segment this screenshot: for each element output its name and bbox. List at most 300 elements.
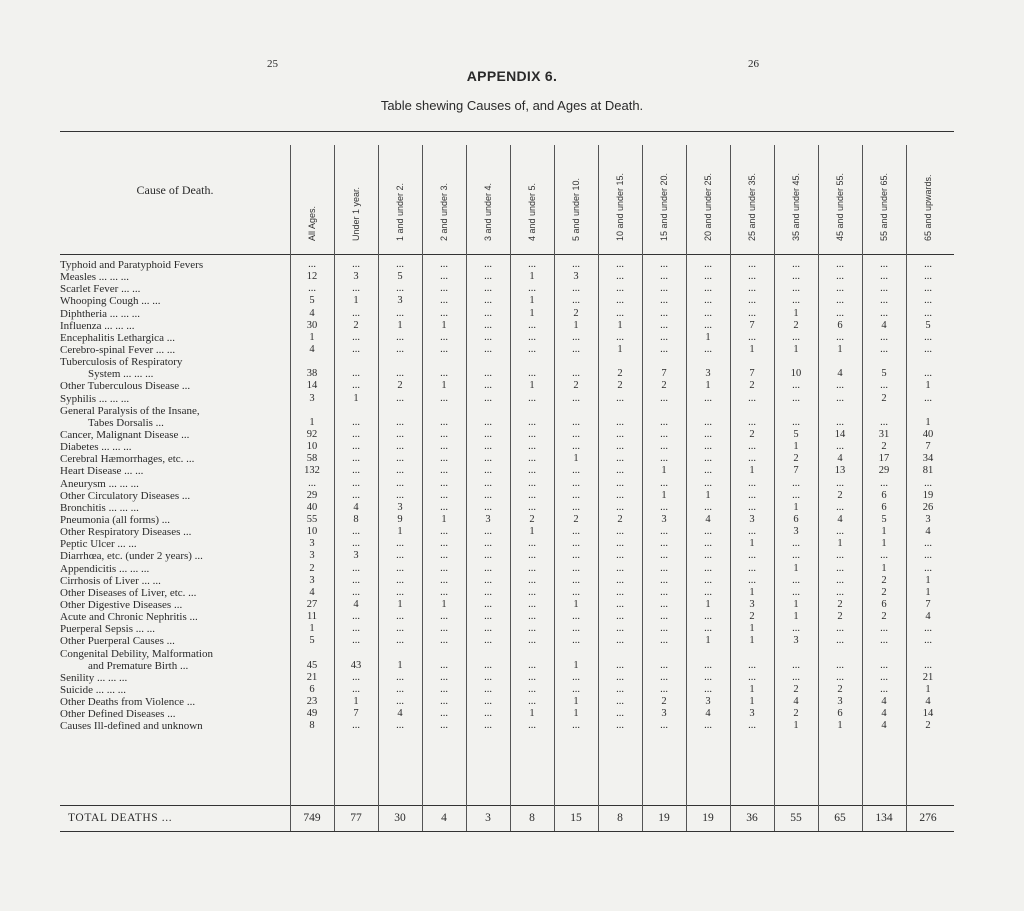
- value-cell: 3: [309, 574, 315, 586]
- value-cell: ...: [836, 671, 844, 683]
- value-cell: 55: [306, 513, 318, 525]
- value-cell: ...: [836, 441, 844, 453]
- value-cell: ...: [484, 671, 492, 683]
- value-cell: ...: [396, 392, 404, 404]
- value-cell: ...: [924, 477, 932, 489]
- value-cell: ...: [528, 659, 536, 671]
- value-cell: 3: [661, 708, 667, 720]
- value-cell: ...: [836, 635, 844, 647]
- value-cell: ...: [792, 271, 800, 283]
- table-row: [60, 550, 954, 562]
- table-row: [60, 696, 954, 708]
- value-cell: ...: [484, 574, 492, 586]
- value-cell: ...: [572, 392, 580, 404]
- value-cell: ...: [484, 295, 492, 307]
- cause-label: Cerebral Hæmorrhages, etc. ...: [60, 453, 195, 466]
- table-row: [60, 259, 954, 271]
- value-cell: ...: [484, 477, 492, 489]
- value-cell: 1: [749, 623, 755, 635]
- value-cell: 1: [617, 343, 623, 355]
- value-cell: ...: [484, 598, 492, 610]
- value-cell: ...: [880, 307, 888, 319]
- value-cell: ...: [308, 477, 316, 489]
- value-cell: ...: [836, 295, 844, 307]
- value-cell: ...: [748, 283, 756, 295]
- table-row: [60, 684, 954, 696]
- value-cell: ...: [484, 283, 492, 295]
- cause-label: Senility ... ... ...: [60, 671, 128, 684]
- cause-label: Measles ... ... ...: [60, 271, 130, 284]
- value-cell: ...: [528, 623, 536, 635]
- total-value-cell: 3: [485, 812, 491, 824]
- value-cell: ...: [616, 428, 624, 440]
- value-cell: 4: [837, 368, 843, 380]
- value-cell: 1: [749, 538, 755, 550]
- cause-label: Bronchitis ... ... ...: [60, 501, 139, 514]
- value-cell: ...: [660, 635, 668, 647]
- value-cell: ...: [484, 319, 492, 331]
- value-cell: ...: [352, 489, 360, 501]
- page-number-left: 25: [267, 58, 278, 70]
- value-cell: ...: [748, 562, 756, 574]
- value-cell: 43: [350, 659, 362, 671]
- value-cell: 2: [749, 380, 755, 392]
- value-cell: ...: [484, 428, 492, 440]
- cause-label: Acute and Chronic Nephritis ...: [60, 611, 198, 624]
- table-subtitle: Table shewing Causes of, and Ages at Death.: [380, 98, 644, 113]
- value-cell: 1: [837, 720, 843, 732]
- value-cell: 1: [529, 271, 535, 283]
- value-cell: 1: [793, 720, 799, 732]
- table-row: [60, 380, 954, 392]
- value-cell: 2: [617, 513, 623, 525]
- value-cell: ...: [660, 477, 668, 489]
- value-cell: 2: [925, 720, 931, 732]
- cause-label: Congenital Debility, Malformation: [60, 647, 213, 660]
- value-cell: 3: [573, 271, 579, 283]
- value-cell: ...: [484, 453, 492, 465]
- value-cell: ...: [572, 343, 580, 355]
- value-cell: ...: [704, 441, 712, 453]
- total-value-cell: 19: [658, 812, 670, 824]
- value-cell: 1: [353, 295, 359, 307]
- value-cell: ...: [880, 659, 888, 671]
- value-cell: ...: [528, 683, 536, 695]
- value-cell: ...: [440, 659, 448, 671]
- value-cell: 6: [837, 708, 843, 720]
- value-cell: ...: [616, 611, 624, 623]
- value-cell: ...: [352, 283, 360, 295]
- value-cell: 1: [529, 708, 535, 720]
- value-cell: 3: [705, 368, 711, 380]
- value-cell: ...: [484, 696, 492, 708]
- value-cell: ...: [396, 635, 404, 647]
- value-cell: ...: [572, 635, 580, 647]
- value-cell: 38: [306, 368, 318, 380]
- value-cell: 14: [834, 428, 846, 440]
- value-cell: ...: [396, 331, 404, 343]
- value-cell: 3: [485, 513, 491, 525]
- value-cell: 1: [529, 307, 535, 319]
- value-cell: ...: [528, 574, 536, 586]
- age-column-header-text: 3 and under 4.: [483, 182, 493, 241]
- value-cell: 5: [793, 428, 799, 440]
- total-value-cell: 55: [790, 812, 802, 824]
- value-cell: ...: [792, 331, 800, 343]
- table-row: [60, 441, 954, 453]
- value-cell: 1: [573, 598, 579, 610]
- cause-label: System ... ... ...: [88, 368, 154, 381]
- value-cell: 1: [573, 696, 579, 708]
- value-cell: ...: [660, 453, 668, 465]
- header-rule: [60, 254, 954, 255]
- value-cell: 4: [881, 696, 887, 708]
- value-cell: ...: [616, 259, 624, 270]
- value-cell: 7: [661, 368, 667, 380]
- value-cell: ...: [836, 623, 844, 635]
- value-cell: ...: [484, 538, 492, 550]
- value-cell: ...: [704, 428, 712, 440]
- value-cell: ...: [836, 562, 844, 574]
- value-cell: ...: [704, 283, 712, 295]
- table-row: [60, 587, 954, 599]
- value-cell: 4: [793, 696, 799, 708]
- value-cell: 4: [353, 501, 359, 513]
- value-cell: ...: [616, 307, 624, 319]
- value-cell: ...: [396, 574, 404, 586]
- value-cell: 3: [309, 550, 315, 562]
- value-cell: ...: [924, 307, 932, 319]
- value-cell: 40: [306, 501, 318, 513]
- value-cell: ...: [660, 283, 668, 295]
- value-cell: ...: [440, 343, 448, 355]
- value-cell: ...: [572, 538, 580, 550]
- value-cell: ...: [836, 392, 844, 404]
- value-cell: 2: [881, 611, 887, 623]
- value-cell: ...: [792, 574, 800, 586]
- value-cell: ...: [440, 428, 448, 440]
- value-cell: ...: [924, 271, 932, 283]
- value-cell: 1: [661, 489, 667, 501]
- value-cell: 2: [309, 562, 315, 574]
- value-cell: 30: [306, 319, 318, 331]
- value-cell: ...: [616, 671, 624, 683]
- value-cell: 1: [925, 683, 931, 695]
- value-cell: ...: [528, 671, 536, 683]
- value-cell: 4: [925, 526, 931, 538]
- value-cell: ...: [616, 720, 624, 732]
- value-cell: 58: [306, 453, 318, 465]
- value-cell: ...: [440, 526, 448, 538]
- value-cell: ...: [572, 586, 580, 598]
- bottom-rule: [60, 831, 954, 832]
- value-cell: 81: [922, 465, 934, 477]
- value-cell: ...: [616, 586, 624, 598]
- value-cell: ...: [836, 271, 844, 283]
- value-cell: ...: [660, 623, 668, 635]
- value-cell: 2: [617, 368, 623, 380]
- value-cell: ...: [836, 283, 844, 295]
- value-cell: ...: [792, 283, 800, 295]
- value-cell: ...: [748, 550, 756, 562]
- value-cell: 3: [353, 271, 359, 283]
- value-cell: ...: [660, 550, 668, 562]
- value-cell: ...: [396, 259, 404, 270]
- value-cell: 8: [309, 720, 315, 732]
- value-cell: ...: [352, 586, 360, 598]
- value-cell: ...: [396, 368, 404, 380]
- value-cell: 10: [790, 368, 802, 380]
- age-column-header: [339, 139, 373, 251]
- value-cell: 4: [837, 453, 843, 465]
- value-cell: ...: [484, 271, 492, 283]
- age-column-header: [867, 139, 901, 251]
- value-cell: ...: [748, 659, 756, 671]
- value-cell: ...: [924, 343, 932, 355]
- total-value-cell: 8: [529, 812, 535, 824]
- value-cell: 132: [304, 465, 320, 477]
- value-cell: ...: [924, 623, 932, 635]
- value-cell: 6: [881, 501, 887, 513]
- value-cell: ...: [528, 489, 536, 501]
- value-cell: ...: [440, 611, 448, 623]
- value-cell: 14: [306, 380, 318, 392]
- value-cell: ...: [572, 477, 580, 489]
- value-cell: ...: [572, 465, 580, 477]
- age-column-header: [735, 139, 769, 251]
- value-cell: ...: [440, 708, 448, 720]
- value-cell: ...: [528, 331, 536, 343]
- value-cell: 7: [925, 441, 931, 453]
- value-cell: ...: [836, 259, 844, 270]
- value-cell: ...: [528, 343, 536, 355]
- value-cell: ...: [528, 283, 536, 295]
- table-row: [60, 720, 954, 732]
- value-cell: ...: [484, 380, 492, 392]
- value-cell: ...: [572, 283, 580, 295]
- value-cell: 1: [617, 319, 623, 331]
- value-cell: 1: [837, 538, 843, 550]
- value-cell: ...: [704, 392, 712, 404]
- value-cell: ...: [792, 550, 800, 562]
- value-cell: ...: [836, 416, 844, 428]
- value-cell: 13: [834, 465, 846, 477]
- value-cell: ...: [572, 683, 580, 695]
- cause-label: Aneurysm ... ... ...: [60, 477, 139, 490]
- age-column-header: [911, 139, 945, 251]
- value-cell: ...: [704, 683, 712, 695]
- value-cell: 21: [922, 671, 934, 683]
- total-value-cell: 4: [441, 812, 447, 824]
- cause-of-death-header: Cause of Death.: [136, 183, 214, 197]
- cause-label: Influenza ... ... ...: [60, 319, 135, 332]
- value-cell: ...: [484, 720, 492, 732]
- value-cell: 1: [441, 598, 447, 610]
- value-cell: ...: [528, 550, 536, 562]
- value-cell: 6: [793, 513, 799, 525]
- value-cell: ...: [352, 331, 360, 343]
- value-cell: ...: [748, 307, 756, 319]
- value-cell: 1: [749, 343, 755, 355]
- value-cell: ...: [484, 708, 492, 720]
- value-cell: ...: [660, 331, 668, 343]
- age-column-header: [779, 139, 813, 251]
- value-cell: ...: [616, 696, 624, 708]
- value-cell: 1: [793, 343, 799, 355]
- value-cell: ...: [660, 683, 668, 695]
- value-cell: ...: [484, 611, 492, 623]
- value-cell: ...: [880, 271, 888, 283]
- value-cell: ...: [396, 283, 404, 295]
- cause-label: Pneumonia (all forms) ...: [60, 513, 170, 526]
- age-column-header-text: 65 and upwards.: [923, 174, 933, 241]
- top-rule: [60, 131, 954, 132]
- value-cell: ...: [352, 380, 360, 392]
- value-cell: ...: [792, 380, 800, 392]
- value-cell: 1: [925, 416, 931, 428]
- cause-label: Cancer, Malignant Disease ...: [60, 428, 190, 441]
- value-cell: ...: [528, 696, 536, 708]
- value-cell: 23: [306, 696, 318, 708]
- value-cell: ...: [396, 671, 404, 683]
- value-cell: ...: [704, 259, 712, 270]
- value-cell: ...: [748, 295, 756, 307]
- value-cell: 2: [837, 611, 843, 623]
- age-column-header-text: 15 and under 20.: [659, 172, 669, 241]
- value-cell: 1: [441, 513, 447, 525]
- value-cell: ...: [440, 671, 448, 683]
- value-cell: ...: [792, 416, 800, 428]
- value-cell: ...: [660, 319, 668, 331]
- value-cell: 12: [306, 271, 318, 283]
- value-cell: ...: [308, 283, 316, 295]
- value-cell: 2: [749, 428, 755, 440]
- value-cell: 3: [705, 696, 711, 708]
- value-cell: 1: [793, 598, 799, 610]
- value-cell: ...: [924, 635, 932, 647]
- value-cell: 1: [925, 380, 931, 392]
- value-cell: 1: [441, 380, 447, 392]
- value-cell: 7: [749, 319, 755, 331]
- value-cell: 1: [793, 441, 799, 453]
- value-cell: ...: [616, 598, 624, 610]
- value-cell: 1: [529, 526, 535, 538]
- value-cell: ...: [528, 720, 536, 732]
- value-cell: ...: [792, 671, 800, 683]
- value-cell: ...: [440, 453, 448, 465]
- value-cell: 2: [573, 307, 579, 319]
- value-cell: ...: [484, 441, 492, 453]
- age-column-header-text: 1 and under 2.: [395, 182, 405, 241]
- value-cell: ...: [704, 501, 712, 513]
- value-cell: ...: [352, 368, 360, 380]
- cause-label: Tuberculosis of Respiratory: [60, 356, 183, 369]
- cause-label: Peptic Ulcer ... ...: [60, 538, 137, 551]
- value-cell: ...: [484, 368, 492, 380]
- value-cell: ...: [792, 295, 800, 307]
- age-column-header: [295, 139, 329, 251]
- value-cell: ...: [836, 586, 844, 598]
- value-cell: ...: [352, 428, 360, 440]
- value-cell: ...: [704, 586, 712, 598]
- value-cell: ...: [440, 538, 448, 550]
- cause-label: Other Digestive Diseases ...: [60, 598, 183, 611]
- age-column-header: [559, 139, 593, 251]
- value-cell: 49: [306, 708, 318, 720]
- value-cell: ...: [880, 683, 888, 695]
- value-cell: 92: [306, 428, 318, 440]
- value-cell: ...: [616, 477, 624, 489]
- value-cell: ...: [792, 538, 800, 550]
- value-cell: ...: [440, 331, 448, 343]
- value-cell: 2: [793, 319, 799, 331]
- value-cell: ...: [484, 343, 492, 355]
- value-cell: ...: [440, 465, 448, 477]
- value-cell: 5: [309, 295, 315, 307]
- age-column-header: [603, 139, 637, 251]
- value-cell: ...: [748, 392, 756, 404]
- value-cell: ...: [748, 453, 756, 465]
- value-cell: ...: [836, 574, 844, 586]
- value-cell: ...: [880, 477, 888, 489]
- value-cell: ...: [704, 562, 712, 574]
- value-cell: ...: [660, 574, 668, 586]
- value-cell: ...: [660, 343, 668, 355]
- table-row: [60, 453, 954, 465]
- value-cell: ...: [924, 562, 932, 574]
- appendix-heading: APPENDIX 6.: [466, 68, 558, 84]
- value-cell: 1: [925, 586, 931, 598]
- value-cell: 1: [749, 586, 755, 598]
- value-cell: ...: [704, 307, 712, 319]
- value-cell: ...: [748, 501, 756, 513]
- value-cell: ...: [792, 586, 800, 598]
- table-row: [60, 575, 954, 587]
- age-column-header-text: 5 and under 10.: [571, 177, 581, 241]
- value-cell: ...: [440, 416, 448, 428]
- table-row: [60, 599, 954, 611]
- value-cell: 4: [353, 598, 359, 610]
- value-cell: 1: [705, 331, 711, 343]
- value-cell: ...: [924, 659, 932, 671]
- value-cell: ...: [440, 683, 448, 695]
- value-cell: ...: [528, 453, 536, 465]
- value-cell: ...: [440, 550, 448, 562]
- value-cell: ...: [572, 671, 580, 683]
- table-row: [60, 308, 954, 320]
- value-cell: ...: [396, 453, 404, 465]
- cause-label: Other Puerperal Causes ...: [60, 635, 175, 648]
- value-cell: 1: [397, 598, 403, 610]
- value-cell: 7: [353, 708, 359, 720]
- value-cell: 1: [573, 708, 579, 720]
- value-cell: ...: [528, 259, 536, 270]
- value-cell: 1: [793, 501, 799, 513]
- value-cell: ...: [924, 538, 932, 550]
- value-cell: ...: [792, 477, 800, 489]
- value-cell: ...: [616, 623, 624, 635]
- value-cell: ...: [484, 489, 492, 501]
- value-cell: 3: [837, 696, 843, 708]
- age-column-header: [427, 139, 461, 251]
- table-row: [60, 623, 954, 635]
- value-cell: ...: [396, 489, 404, 501]
- value-cell: 1: [881, 562, 887, 574]
- value-cell: ...: [352, 683, 360, 695]
- cause-label: Tabes Dorsalis ...: [88, 416, 164, 429]
- value-cell: 9: [397, 513, 403, 525]
- value-cell: 6: [881, 489, 887, 501]
